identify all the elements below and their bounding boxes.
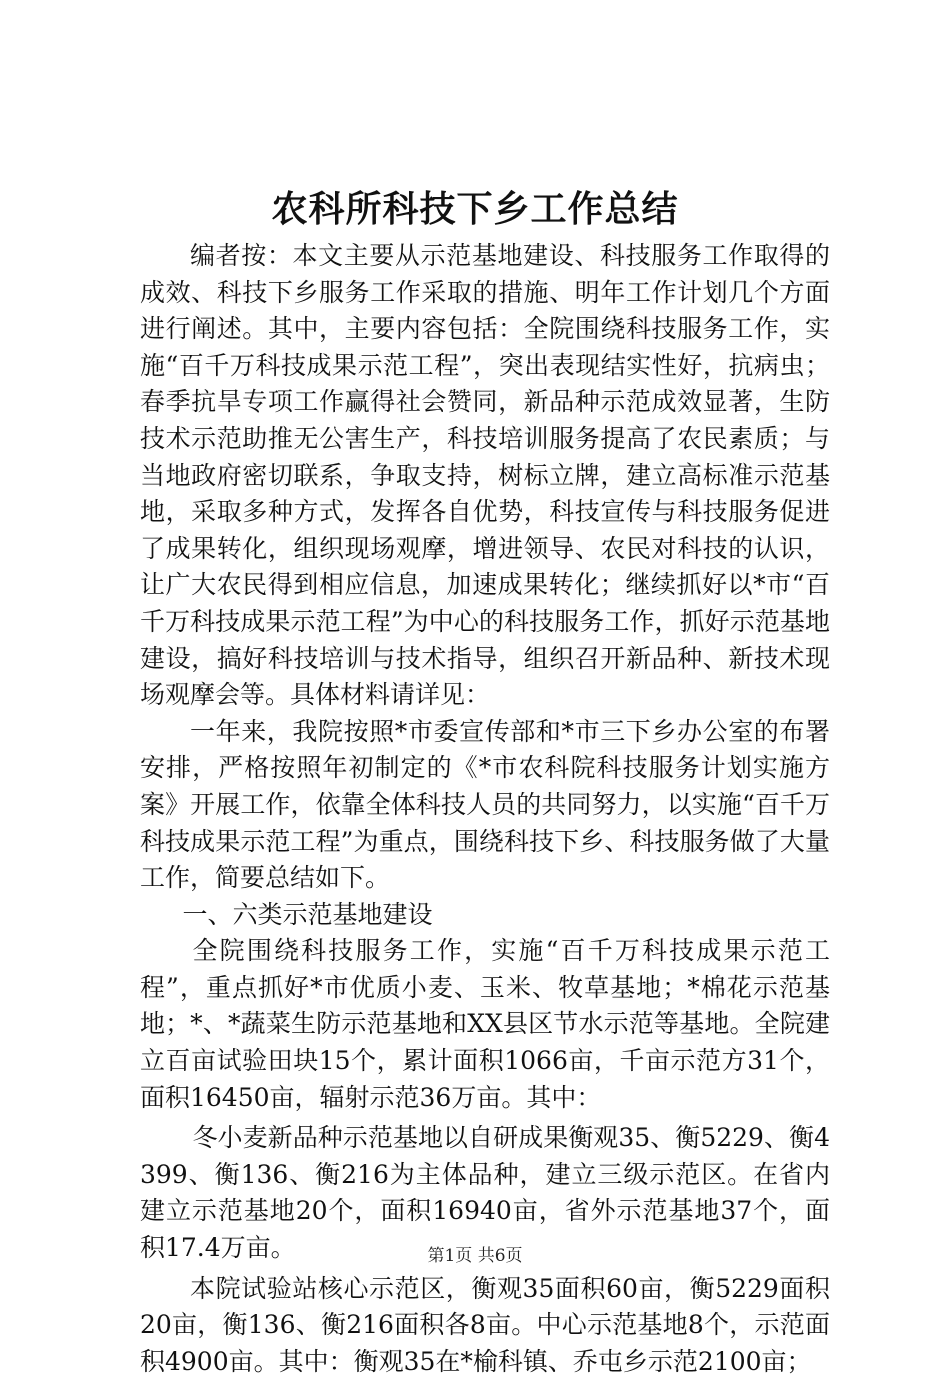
section-paragraph-station: 本院试验站核心示范区，衡观35面积60亩，衡5229面积20亩，衡136、衡216面积各8亩。中心示范基地8个，示范面积4900亩。其中：衡观35在*榆科镇、乔屯乡示范2100亩； <box>140 1273 830 1376</box>
section-heading: 一、六类示范基地建设 <box>182 899 433 929</box>
document-title: 农科所科技下乡工作总结 <box>271 188 679 230</box>
document-body <box>140 238 830 1380</box>
page-footer: 第1页 共6页 <box>427 1246 523 1266</box>
section-paragraph-overview: 全院围绕科技服务工作，实施“百千万科技成果示范工程”，重点抓好*市优质小麦、玉米、牧草基地；*棉花示范基地；*、*蔬菜生防示范基地和XX县区节水示范等基地。全院建立百亩试验田块15个，累计面积1066亩，千亩示范方31个，面积16450亩，辐射示范36万亩。其中： <box>140 936 830 1112</box>
section-paragraph-wheat: 冬小麦新品种示范基地以自研成果衡观35、衡5229、衡4399、衡136、衡216为主体品种，建立三级示范区。在省内建立示范基地20个，面积16940亩，省外示范基地37个，面积17.4万亩。 <box>140 1123 830 1263</box>
editor-note-paragraph: 编者按：本文主要从示范基地建设、科技服务工作取得的成效、科技下乡服务工作采取的措施、明年工作计划几个方面进行阐述。其中，主要内容包括：全院围绕科技服务工作，实施“百千万科技成果示范工程”，突出表现结实性好，抗病虫；春季抗旱专项工作赢得社会赞同，新品种示范成效显著，生防技术示范助推无公害生产，科技培训服务提高了农民素质；与当地政府密切联系，争取支持，树标立牌，建立高标准示范基地，采取多种方式，发挥各自优势，科技宣传与科技服务促进了成果转化，组织现场观摩，增进领导、农民对科技的认识，让广大农民得到相应信息，加速成果转化；继续抓好以*市“百千万科技成果示范工程”为中心的科技服务工作，抓好示范基地建设，搞好科技培训与技术指导，组织召开新品种、新技术现场观摩会等。具体材料请详见： <box>140 241 830 710</box>
intro-paragraph: 一年来，我院按照*市委宣传部和*市三下乡办公室的布署安排，严格按照年初制定的《*市农科院科技服务计划实施方案》开展工作，依靠全体科技人员的共同努力，以实施“百千万科技成果示范工程”为重点，围绕科技下乡、科技服务做了大量工作，简要总结如下。 <box>140 716 830 893</box>
